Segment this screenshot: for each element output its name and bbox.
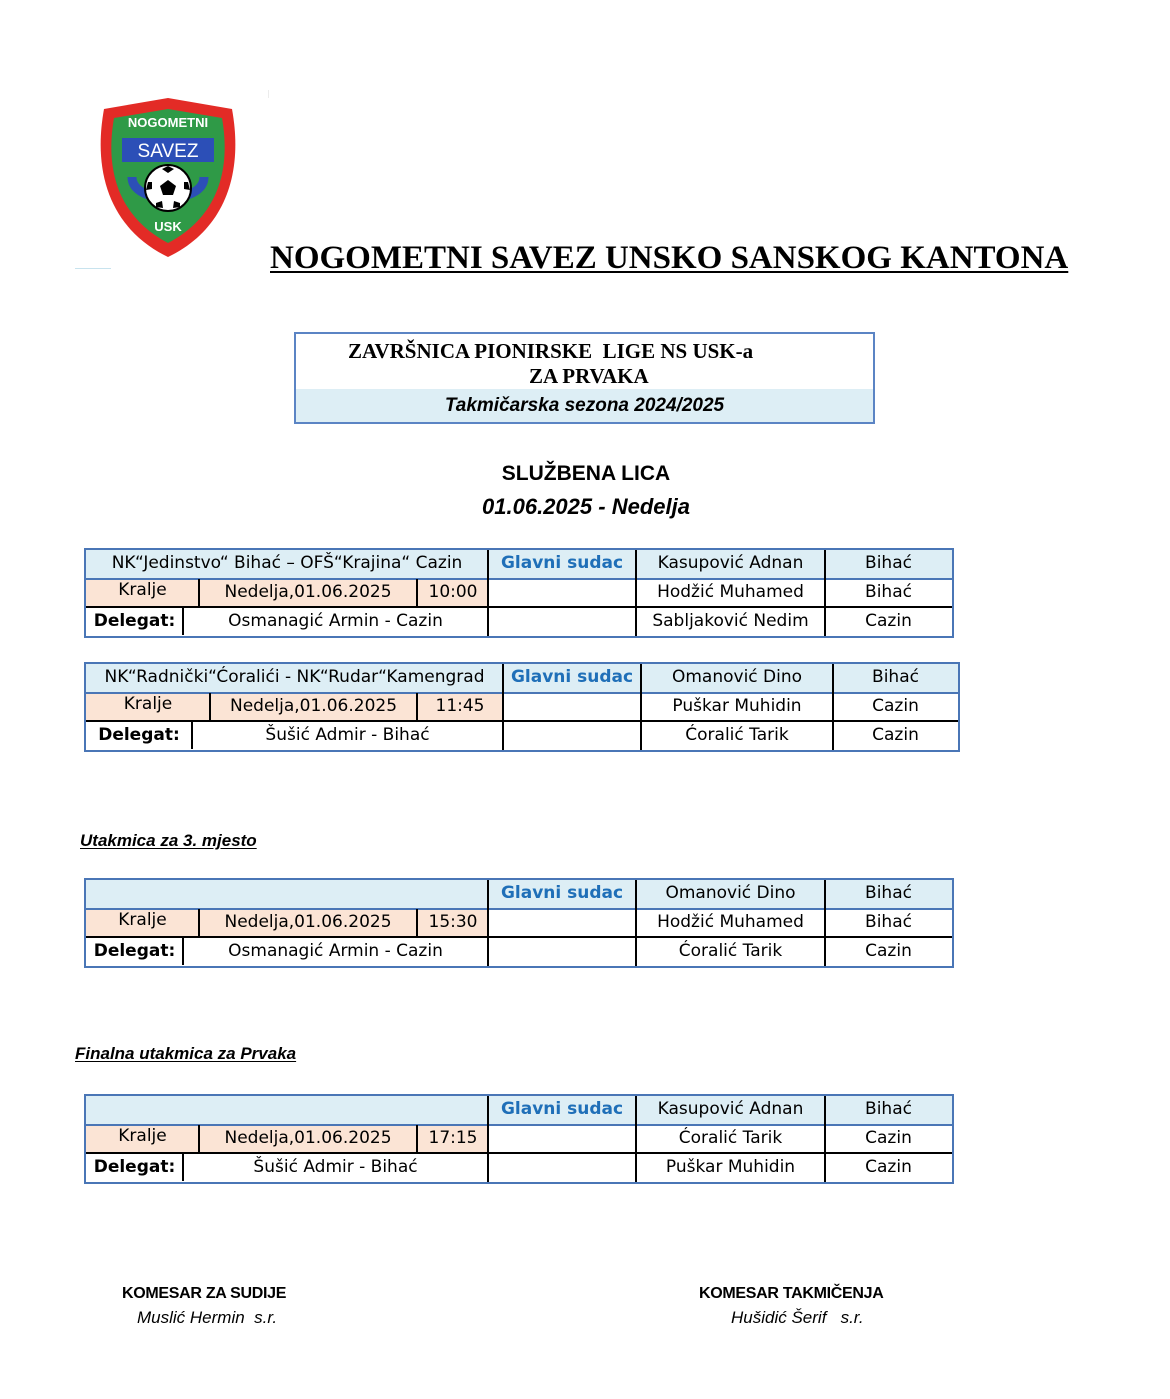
assistant-referee-2-name: Ćoralić Tarik [685, 725, 789, 745]
signature-name: Muslić Hermin s.r. [137, 1308, 278, 1327]
column-divider [635, 550, 637, 636]
match-date-cell: Nedelja,01.06.2025 [199, 1125, 417, 1152]
fixture-cell: NK“Jedinstvo“ Bihać – OFŠ“Krajina“ Cazin [86, 550, 488, 578]
delegate-label: Delegat: [98, 725, 180, 745]
column-divider [487, 880, 489, 966]
assistant-referee-2-name: Puškar Muhidin [665, 1157, 796, 1177]
logo-top-text: NOGOMETNI [127, 115, 209, 130]
fixture-cell: NK“Radnički“Ćoralići - NK“Rudar“Kamengrad [86, 664, 503, 692]
column-divider [416, 909, 418, 936]
match-table [84, 1094, 954, 1184]
main-referee-name: Omanović Dino [641, 664, 833, 692]
match-time-cell: 17:15 [417, 1125, 489, 1152]
column-divider [191, 722, 193, 749]
logo-bottom-text: USK [154, 219, 182, 234]
delegate-label: Delegat: [93, 941, 176, 961]
main-referee-city: Bihać [825, 550, 952, 578]
signature-title: KOMESAR TAKMIČENJA [699, 1285, 884, 1302]
row-divider [86, 1124, 952, 1126]
column-divider [182, 608, 184, 635]
row-divider [86, 606, 952, 608]
logo-middle-text: SAVEZ [137, 141, 199, 162]
column-divider [416, 579, 418, 606]
main-referee-label: Glavni sudac [488, 880, 636, 908]
assistant-referee-2-city: Cazin [865, 941, 912, 961]
row-divider [86, 1152, 952, 1154]
main-referee-city: Bihać [833, 664, 958, 692]
assistant-referee-1-city: Bihać [865, 912, 912, 932]
main-referee-label: Glavni sudac [503, 664, 641, 692]
assistant-referee-2-name: Sabljaković Nedim [652, 611, 809, 631]
assistant-referee-2-city: Cazin [865, 611, 912, 631]
main-referee-name: Kasupović Adnan [636, 1096, 825, 1124]
signature-name: Hušidić Šerif s.r. [731, 1308, 864, 1327]
column-divider [209, 693, 211, 720]
assistant-referee-2-city: Cazin [872, 725, 919, 745]
column-divider [832, 664, 834, 750]
assistant-referee-1-name: Puškar Muhidin [672, 696, 802, 716]
column-divider [640, 664, 642, 750]
match-table [84, 548, 954, 638]
delegate-name: Šušić Admir - Bihać [253, 1157, 418, 1177]
main-referee-label: Glavni sudac [488, 1096, 636, 1124]
row-divider [86, 720, 958, 722]
column-divider [824, 550, 826, 636]
venue-cell: Kralje [86, 1125, 199, 1152]
football-icon [145, 165, 191, 211]
venue-cell: Kralje [86, 579, 199, 606]
column-divider [502, 664, 504, 750]
column-divider [416, 1125, 418, 1152]
main-referee-city: Bihać [825, 1096, 952, 1124]
match-date-cell: Nedelja,01.06.2025 [210, 693, 417, 720]
venue-cell: Kralje [86, 909, 199, 936]
column-divider [198, 909, 200, 936]
match-time-cell: 15:30 [417, 909, 489, 936]
match-time-cell: 10:00 [417, 579, 489, 606]
main-referee-name: Omanović Dino [636, 880, 825, 908]
venue-cell: Kralje [86, 693, 210, 720]
column-divider [416, 693, 418, 720]
match-time-cell: 11:45 [417, 693, 503, 720]
main-referee-name: Kasupović Adnan [636, 550, 825, 578]
match-table [84, 662, 960, 752]
row-divider [86, 936, 952, 938]
row-divider [86, 692, 958, 694]
empty-cell [488, 1125, 636, 1152]
empty-cell [488, 579, 636, 606]
competition-title-line2: ZA PRVAKA [529, 364, 649, 388]
column-divider [487, 550, 489, 636]
column-divider [635, 880, 637, 966]
assistant-referee-2-name: Ćoralić Tarik [678, 941, 783, 961]
delegate-name: Šušić Admir - Bihać [265, 725, 430, 745]
assistant-referee-2-city: Cazin [865, 1157, 912, 1177]
column-divider [824, 880, 826, 966]
fixture-cell [86, 880, 488, 908]
section-final: Finalna utakmica za Prvaka [75, 1044, 297, 1063]
row-divider [86, 908, 952, 910]
assistant-referee-1-name: Ćoralić Tarik [678, 1128, 783, 1148]
column-divider [198, 1125, 200, 1152]
match-date-cell: Nedelja,01.06.2025 [199, 909, 417, 936]
competition-title-box [294, 332, 875, 424]
delegate-name: Osmanagić Armin - Cazin [228, 611, 443, 631]
column-divider [635, 1096, 637, 1182]
delegate-name: Osmanagić Armin - Cazin [228, 941, 443, 961]
date-heading: 01.06.2025 - Nedelja [482, 494, 690, 519]
column-divider [487, 1096, 489, 1182]
competition-title-line1: ZAVRŠNICA PIONIRSKE LIGE NS USK-a [348, 339, 754, 363]
divider [268, 90, 269, 98]
column-divider [182, 938, 184, 965]
season-label: Takmičarska sezona 2024/2025 [296, 389, 873, 422]
column-divider [182, 1154, 184, 1181]
section-third-place: Utakmica za 3. mjesto [80, 831, 257, 850]
match-table [84, 878, 954, 968]
row-divider [86, 578, 952, 580]
nogometni-savez-usk-logo [92, 95, 244, 260]
column-divider [824, 1096, 826, 1182]
delegate-label: Delegat: [93, 1157, 176, 1177]
signature-title: KOMESAR ZA SUDIJE [122, 1285, 287, 1302]
column-divider [198, 579, 200, 606]
match-date-cell: Nedelja,01.06.2025 [199, 579, 417, 606]
empty-cell [488, 909, 636, 936]
main-referee-city: Bihać [825, 880, 952, 908]
divider [75, 268, 111, 269]
fixture-cell [86, 1096, 488, 1124]
empty-cell [503, 693, 641, 720]
assistant-referee-1-city: Cazin [865, 1128, 912, 1148]
assistant-referee-1-name: Hodžić Muhamed [657, 582, 804, 602]
assistant-referee-1-city: Bihać [865, 582, 912, 602]
page-heading: SLUŽBENA LICA [501, 462, 671, 485]
delegate-label: Delegat: [93, 611, 176, 631]
main-referee-label: Glavni sudac [488, 550, 636, 578]
assistant-referee-1-city: Cazin [872, 696, 919, 716]
organization-title: NOGOMETNI SAVEZ UNSKO SANSKOG KANTONA [270, 240, 1069, 276]
assistant-referee-1-name: Hodžić Muhamed [657, 912, 804, 932]
competition-title [296, 334, 873, 391]
